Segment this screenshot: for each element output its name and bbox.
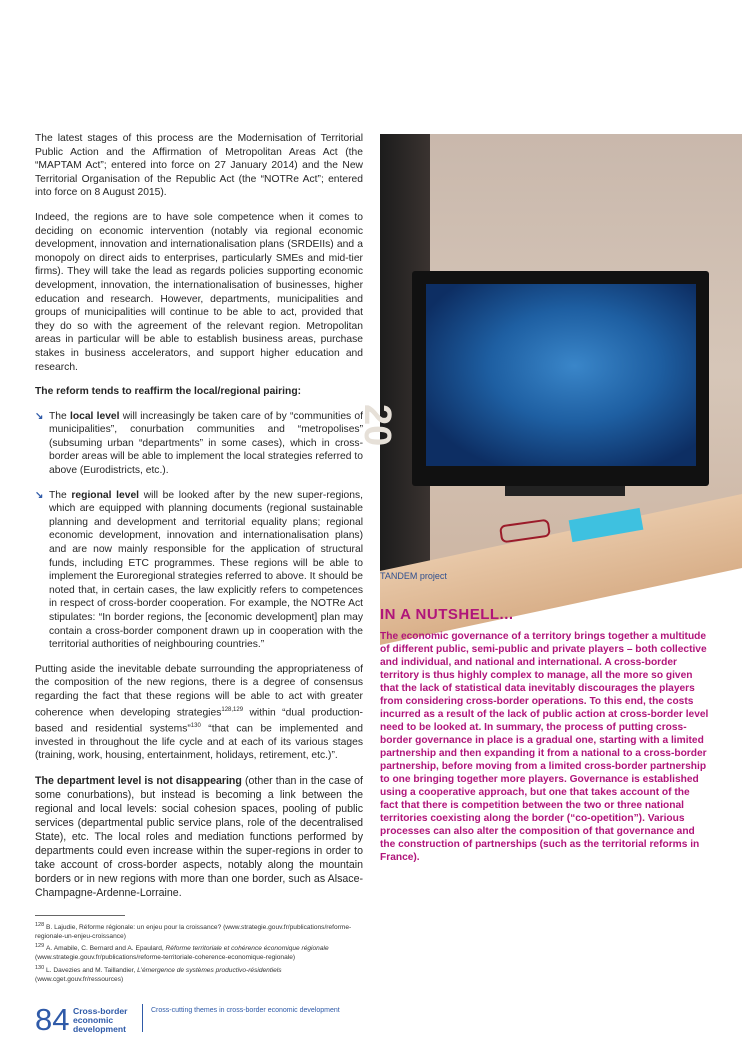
bullet-local-level: ↘ The local level will increasingly be taken care of by “communities of municipalities”, conurbation communities and “metropolises” (subsuming urban “departments” in some cases), which in cross-border areas will be able to implement the local strategies referred to above (Eurodistricts, etc.). — [35, 410, 363, 477]
regional-level-term: regional level — [71, 489, 140, 501]
paragraph-maptam-notre: The latest stages of this process are the Modernisation of Territorial Public Action and the Affirmation of Metropolitan Areas Act (the “MAPTAM Act”; entered into force on 27 January 2014) and the New Territorial Organisation of the Republic Act (the “NOTRe Act”; entered into force on 8 August 2015). — [35, 133, 363, 199]
reform-heading: The reform tends to reaffirm the local/regional pairing: — [35, 386, 302, 398]
footnote-ref-128-129[interactable]: 128,129 — [221, 706, 244, 713]
page-footer — [35, 1003, 455, 1039]
footnote-129: $^{129}$ A. Amabile, C. Bernard and A. Epaulard, Réforme territoriale et cohérence économique régionale (www.strategie.gouv.fr/publications/reforme-territoriale-coherence-economique-regionale) — [35, 943, 329, 962]
bullet-regional-level: ↘ The regional level will be looked after by the new super-regions, which are equipped with planning documents (regional sustainable planning and development and territorial equality plans; regional economic development, innovation and internationalisation plans) and are now mainly responsible for the application of structural funds, including ETC programmes. These regions will be able to implement the Euroregional strategies referred to above. It should be noted that, in certain cases, the law explicitly refers to competences in respect of cross-border cooperation. For example, the NOTRe Act stipulates: “In border regions, the [economic development] plan may contain a cross-border component drawn up in cooperation with the territorial authorities of neighbouring countries.” — [35, 489, 363, 651]
footnotes — [35, 921, 365, 985]
paragraph-regions-competence: Indeed, the regions are to have sole competence when it comes to deciding on economic intervention (notably via regional economic development, innovation and internationalisation plans (SRDEIIs) and a monopoly on direct aids to enterprises, particularly SMEs and mid-tier firms). They will take the lead as regards policies supporting economic development, innovation, the internationalisation of businesses, higher education and research. However, departments, municipalities and groups of municipalities will continue to be able to act, provided that they do so with the agreement of the relevant region. Metropolitan areas in particular will be able to establish business areas, purchase stakes in business accelerators, and support higher education and research. — [35, 211, 363, 373]
arrow-bullet-icon: ↘ — [35, 410, 44, 422]
nutshell-body: The economic governance of a territory brings together a multitude of different public, semi-public and private players – both collective and individual, and national and international. A cross-border territory is thus highly complex to manage, all the more so given that the lack of statistical data inevitably discourages the players from considering cross-border operations. To this end, the costs incurred as a result of the lack of public action at cross-border level need to be looked at. In summary, the process of putting cross-border governance in place is a gradual one, starting with a limited partnership and then expanding it from a national to a cross-border partnership, before moving from a limited cross-border partnership to one bringing together more players. Governance is established using a cooperative approach, but one that takes account of the fact that there is competition between the two or three national territories coexisting along the border (“co-opetition”). Various processes can also alter the composition of that governance and the construction of partnerships (such as the territorial reforms in France). — [380, 631, 709, 863]
photo-caption: TANDEM project — [380, 571, 447, 581]
page-number: 84 — [35, 1002, 70, 1037]
footnote-divider — [35, 915, 125, 916]
tv-screen — [426, 284, 696, 466]
paragraph-department-level: The department level is not disappearing (other than in the case of some conurbations), but instead is becoming a link between the regional and local levels: social cohesion spaces, pooling of public services (departmental public service plans, role of the decentralised State), etc. The local roles and mediation functions performed by departments could even increase within the super-regions in order to take account of cross-border aspects, notably along the mountain borders or in new regions with more than one border, such as Alsace-Champagne-Ardenne-Lorraine. — [35, 774, 363, 899]
main-text-column — [35, 132, 363, 911]
arrow-bullet-icon: ↘ — [35, 489, 44, 501]
tandem-project-photo — [356, 134, 742, 568]
publication-logo: Cross-border economic development — [73, 1006, 128, 1034]
footnote-ref-130[interactable]: 130 — [190, 722, 201, 729]
footnote-128: $^{128}$ B. Lajudie, Réforme régionale: un enjeu pour la croissance? (www.strategie.gouv.fr/publications/reforme-regionale-un-enjeu-croissance) — [35, 922, 352, 940]
nutshell-title: IN A NUTSHELL... — [380, 606, 514, 623]
footer-divider — [142, 1004, 143, 1032]
footnote-130: $^{130}$ L. Davezies and M. Taillandier, L’émergence de systèmes productivo-résidentiels (www.cget.gouv.fr/ressources) — [35, 964, 282, 983]
reform-bullet-list — [35, 410, 363, 652]
banner-text: 20 — [356, 404, 398, 447]
section-title: Cross-cutting themes in cross-border economic development — [151, 1007, 340, 1014]
tv-stand — [505, 486, 625, 496]
paragraph-new-regions: Putting aside the inevitable debate surrounding the appropriateness of the composition of the new regions, there is a degree of consensus regarding the fact that these regions will be able to act with greater coherence when developing strategies$^{128,129}$ within “dual production-based and residential systems”$^{130}$ “that can be implemented and invested in throughout the life cycle and at each of its various stages (training, work, housing, entertainment, holidays, retirement, etc.)”. — [35, 663, 363, 762]
local-level-term: local level — [69, 410, 120, 422]
